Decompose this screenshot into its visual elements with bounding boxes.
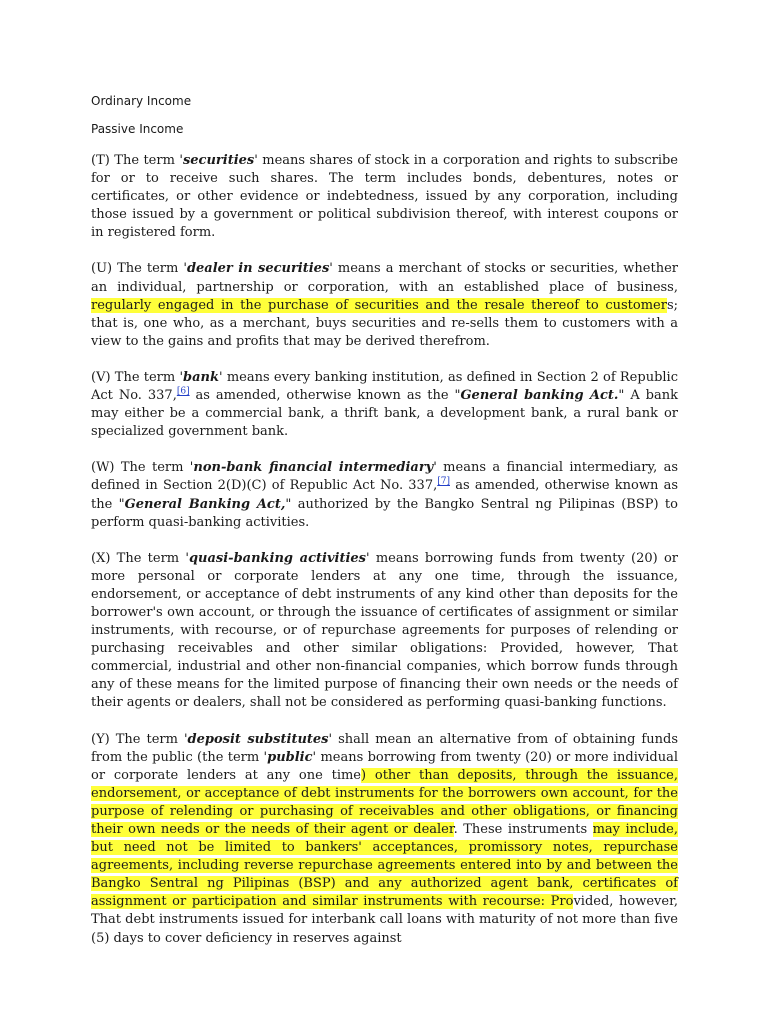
- act-name: General Banking Act,: [124, 496, 286, 512]
- highlighted-text: ) other than deposits, through the issuance, endorsement, or acceptance of debt instruments for the borrowers own account, for the purpose of relending or purchasing of receivables and other obligations, or financing their own needs or the needs of their agent or dealer: [91, 767, 678, 837]
- paragraph-t-securities: (T) The term 'securities' means shares of stock in a corporation and rights to subscribe for or to receive such shares. The term includes bonds, debentures, notes or certificates, or other evidence or indebtedness, issued by any corporation, including those issued by a government or political subdivision thereof, with interest coupons or in registered form.: [91, 153, 678, 241]
- paragraph-u-dealer-in-securities: (U) The term 'dealer in securities' means a merchant of stocks or securities, whether an individual, partnership or corporation, with an established place of business, regularly engaged in the purchase of securities and the resale thereof to customers; that is, one who, as a merchant, buys securities and re-sells them to customers with a view to the gains and profits that may be derived therefrom.: [91, 261, 678, 349]
- footnote-link-7[interactable]: [7]: [437, 477, 450, 488]
- highlighted-text: regularly engaged in the purchase of securities and the resale thereof to customer: [91, 297, 667, 313]
- highlighted-text: may include, but need not be limited to bankers' acceptances, promissory notes, repurchase agreements, including reverse repurchase agreements entered into by and between the Bangko Sentral ng Pilipinas (BSP) and any authorized agent bank, certificates of assignment or participation and similar instruments with recourse: Pro: [91, 822, 678, 910]
- act-name: General banking Act.: [460, 388, 619, 404]
- document-page: [91, 92, 678, 948]
- defined-term: non-bank financial intermediary: [193, 460, 434, 476]
- defined-term: dealer in securities: [186, 261, 330, 277]
- footnote-link-6[interactable]: [6]: [176, 386, 190, 397]
- heading-passive-income: Passive Income: [91, 122, 184, 136]
- paragraph-v-bank: (V) The term 'bank' means every banking institution, as defined in Section 2 of Republic Act No. 337,[6] as amended, otherwise known as the "General banking Act." A bank may either be a commercial bank, a thrift bank, a development bank, a rural bank or specialized government bank.: [91, 369, 678, 440]
- defined-term: securities: [182, 153, 255, 168]
- paragraph-w-non-bank-financial-intermediary: (W) The term 'non-bank financial intermediary' means a financial intermediary, as defined in Section 2(D)(C) of Republic Act No. 337,[7] as amended, otherwise known as the "General Banking Act," authorized by the Bangko Sentral ng Pilipinas (BSP) to perform quasi-banking activities.: [91, 460, 679, 530]
- defined-term: deposit substitutes: [187, 731, 329, 747]
- paragraph-y-deposit-substitutes: (Y) The term 'deposit substitutes' shall mean an alternative from of obtaining funds from the public (the term 'public' means borrowing from twenty (20) or more individual or corporate lenders at any one time) other than deposits, through the issuance, endorsement, or acceptance of debt instruments for the borrowers own account, for the purpose of relending or purchasing of receivables and other obligations, or financing their own needs or the needs of their agent or dealer. These instruments may include, but need not be limited to bankers' acceptances, promissory notes, repurchase agreements, including reverse repurchase agreements entered into by and between the Bangko Sentral ng Pilipinas (BSP) and any authorized agent bank, certificates of assignment or participation and similar instruments with recourse: Provided, however, That debt instruments issued for interbank call loans with maturity of not more than five (5) days to cover deficiency in reserves against: [91, 731, 678, 946]
- heading-ordinary-income: Ordinary Income: [91, 94, 192, 108]
- paragraph-x-quasi-banking-activities: (X) The term 'quasi-banking activities' means borrowing funds from twenty (20) or more personal or corporate lenders at any one time, through the issuance, endorsement, or acceptance of debt instruments of any kind other than deposits for the borrower's own account, or through the issuance of certificates of assignment or similar instruments, with recourse, or of repurchase agreements for purposes of relending or purchasing receivables and other similar obligations: Provided, however, That commercial, industrial and other non-financial companies, which borrow funds through any of these means for the limited purpose of financing their own needs or the needs of their agents or dealers, shall not be considered as performing quasi-banking functions.: [91, 550, 678, 711]
- defined-term: public: [267, 749, 313, 765]
- defined-term: quasi-banking activities: [188, 550, 366, 566]
- defined-term: bank: [183, 369, 220, 385]
